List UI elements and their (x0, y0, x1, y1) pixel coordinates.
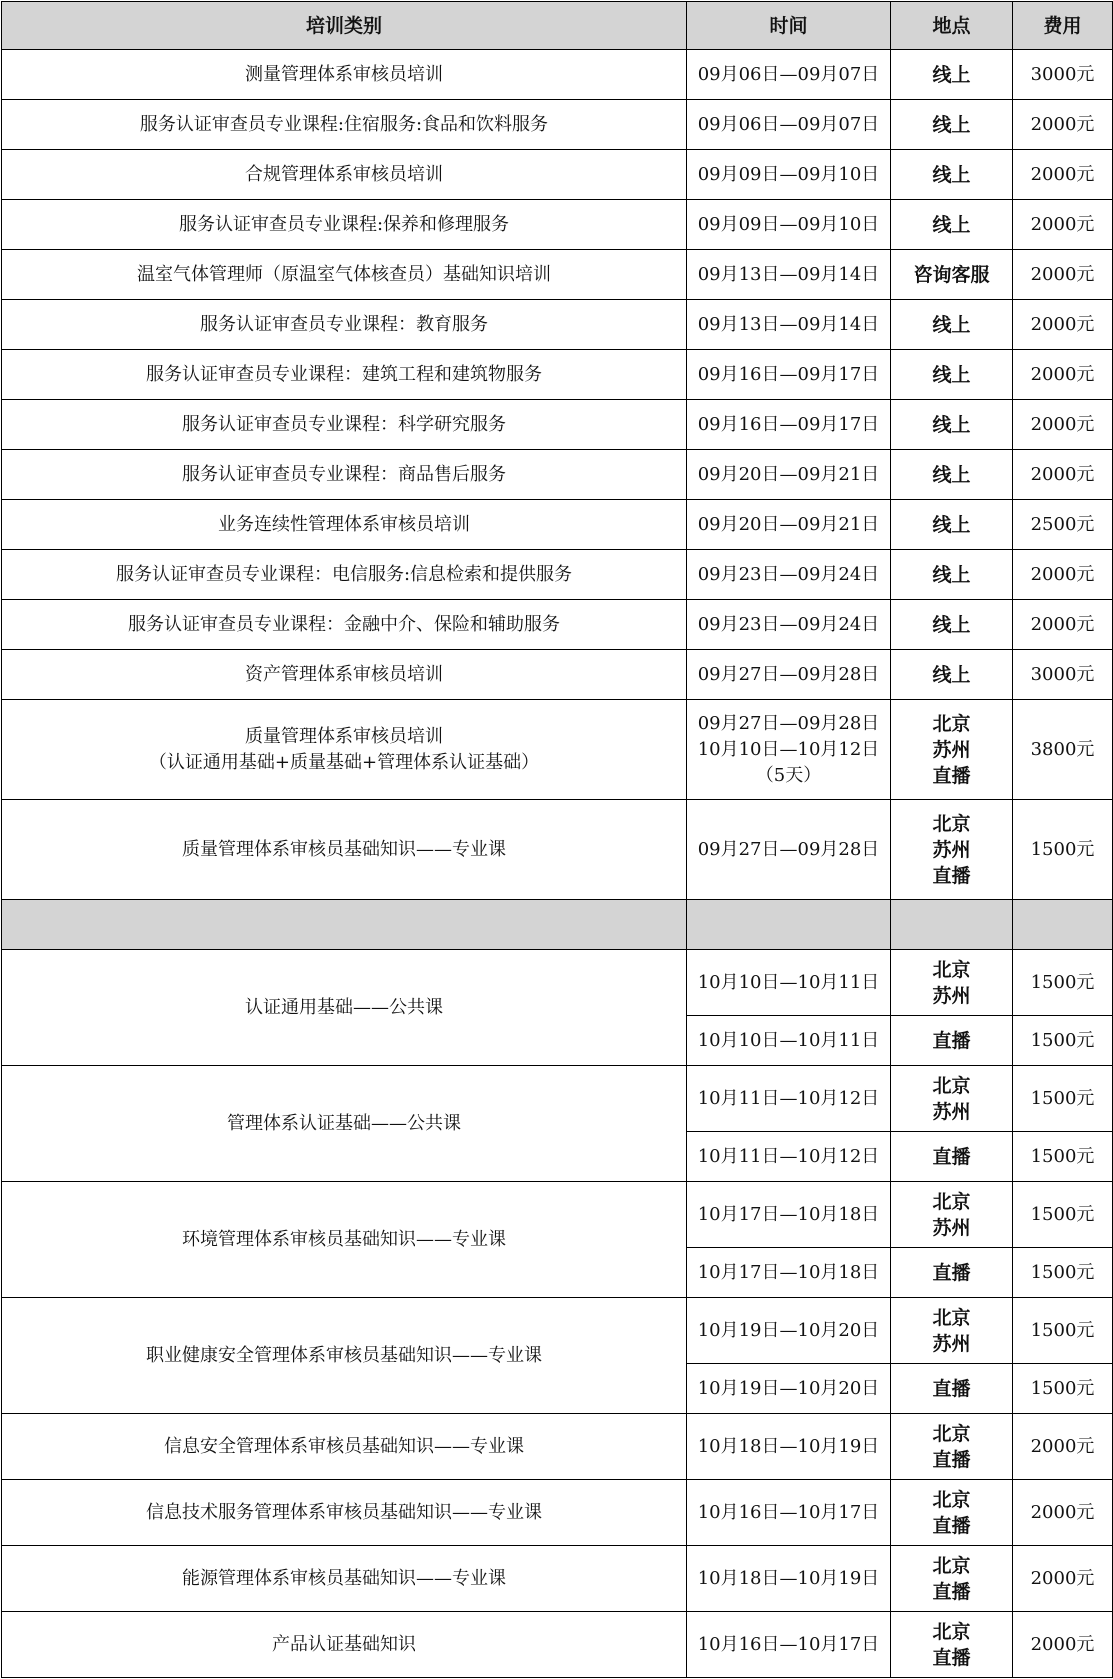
table-row (2, 800, 1113, 900)
location-line: 北京 (932, 958, 971, 981)
table-row (2, 1182, 1113, 1248)
category-line: 服务认证审查员专业课程:住宿服务:食品和饮料服务 (139, 113, 549, 135)
location-line: 直播 (932, 1261, 971, 1284)
time-cell: 10月16日—10月17日 (687, 1612, 891, 1678)
location-cell (891, 150, 1013, 200)
table-row (2, 450, 1113, 500)
category-cell: 环境管理体系审核员基础知识——专业课 (2, 1182, 687, 1298)
time-line: 09月27日—09月28日 (697, 838, 880, 860)
fee-cell: 2000元 (1013, 200, 1113, 250)
location-line: 苏州 (932, 984, 971, 1007)
table-row (2, 1414, 1113, 1480)
table-row (2, 400, 1113, 450)
category-cell: 认证通用基础——公共课 (2, 950, 687, 1066)
location-line: 直播 (932, 864, 971, 887)
table-row (2, 950, 1113, 1016)
location-line: 线上 (932, 63, 971, 86)
header-location: 地点 (891, 2, 1013, 50)
time-line: 09月20日—09月21日 (697, 463, 880, 485)
fee-cell: 2000元 (1013, 1414, 1113, 1480)
table-row (2, 1298, 1113, 1364)
table-row (2, 1480, 1113, 1546)
location-cell (891, 200, 1013, 250)
location-line: 直播 (932, 1377, 971, 1400)
table-row (2, 50, 1113, 100)
location-cell (891, 1248, 1013, 1298)
table-row (2, 700, 1113, 800)
time-cell (687, 550, 891, 600)
location-line: 苏州 (932, 1332, 971, 1355)
fee-cell: 2000元 (1013, 400, 1113, 450)
location-cell (891, 1480, 1013, 1546)
time-cell: 10月11日—10月12日 (687, 1066, 891, 1132)
time-cell: 10月10日—10月11日 (687, 950, 891, 1016)
location-line: 线上 (932, 613, 971, 636)
table-row (2, 250, 1113, 300)
time-cell (687, 600, 891, 650)
time-cell: 10月17日—10月18日 (687, 1182, 891, 1248)
category-line: 测量管理体系审核员培训 (245, 63, 443, 85)
time-line: 09月16日—09月17日 (697, 413, 880, 435)
time-cell (687, 50, 891, 100)
fee-cell: 1500元 (1013, 1182, 1113, 1248)
fee-cell: 2000元 (1013, 1546, 1113, 1612)
location-cell (891, 1182, 1013, 1248)
time-cell: 10月17日—10月18日 (687, 1248, 891, 1298)
location-line: 苏州 (932, 838, 971, 861)
location-line: 线上 (932, 563, 971, 586)
location-cell (891, 1612, 1013, 1678)
table-row (2, 1612, 1113, 1678)
table-row (2, 650, 1113, 700)
fee-cell: 1500元 (1013, 1132, 1113, 1182)
location-line: 线上 (932, 513, 971, 536)
location-cell (891, 950, 1013, 1016)
category-cell (2, 200, 687, 250)
category-line: 质量管理体系审核员培训 (245, 725, 443, 747)
category-line: 服务认证审查员专业课程:保养和修理服务 (178, 213, 510, 235)
table-row (2, 1066, 1113, 1132)
time-line: 09月09日—09月10日 (697, 163, 880, 185)
category-cell (2, 450, 687, 500)
category-line: 质量管理体系审核员基础知识——专业课 (182, 838, 506, 860)
fee-cell: 1500元 (1013, 950, 1113, 1016)
time-cell (687, 650, 891, 700)
location-line: 直播 (932, 1646, 971, 1669)
separator-cell (2, 900, 687, 950)
time-cell: 10月11日—10月12日 (687, 1132, 891, 1182)
location-cell (891, 350, 1013, 400)
location-line: 苏州 (932, 738, 971, 761)
category-cell (2, 700, 687, 800)
category-cell (2, 400, 687, 450)
location-line: 北京 (932, 1422, 971, 1445)
location-line: 线上 (932, 413, 971, 436)
location-cell (891, 250, 1013, 300)
fee-cell: 2500元 (1013, 500, 1113, 550)
separator-cell (1013, 900, 1113, 950)
table-row (2, 600, 1113, 650)
time-cell (687, 150, 891, 200)
fee-cell: 1500元 (1013, 1016, 1113, 1066)
time-cell (687, 200, 891, 250)
time-line: 09月27日—09月28日 (697, 712, 880, 734)
schedule-body (2, 50, 1113, 1678)
table-row (2, 200, 1113, 250)
fee-cell: 3000元 (1013, 650, 1113, 700)
category-cell (2, 300, 687, 350)
location-line: 北京 (932, 1488, 971, 1511)
time-line: 10月10日—10月12日 (697, 738, 880, 760)
fee-cell: 2000元 (1013, 1480, 1113, 1546)
fee-cell: 3000元 (1013, 50, 1113, 100)
time-line: 09月13日—09月14日 (697, 263, 880, 285)
category-line: 服务认证审查员专业课程：商品售后服务 (182, 463, 506, 485)
category-cell: 信息安全管理体系审核员基础知识——专业课 (2, 1414, 687, 1480)
location-cell (891, 300, 1013, 350)
separator-row (2, 900, 1113, 950)
location-line: 苏州 (932, 1216, 971, 1239)
time-line: 09月06日—09月07日 (697, 63, 880, 85)
table-row (2, 100, 1113, 150)
location-line: 直播 (932, 1029, 971, 1052)
category-line: 合规管理体系审核员培训 (245, 163, 443, 185)
category-cell: 职业健康安全管理体系审核员基础知识——专业课 (2, 1298, 687, 1414)
table-row (2, 500, 1113, 550)
fee-cell: 2000元 (1013, 450, 1113, 500)
category-line: 服务认证审查员专业课程：电信服务:信息检索和提供服务 (115, 563, 573, 585)
category-line: （认证通用基础+质量基础+管理体系认证基础） (148, 751, 540, 773)
location-line: 直播 (932, 1514, 971, 1537)
category-line: 业务连续性管理体系审核员培训 (218, 513, 470, 535)
category-cell (2, 800, 687, 900)
fee-cell: 3800元 (1013, 700, 1113, 800)
category-line: 服务认证审查员专业课程：建筑工程和建筑物服务 (146, 363, 542, 385)
time-cell: 10月19日—10月20日 (687, 1364, 891, 1414)
location-cell (891, 700, 1013, 800)
time-cell (687, 500, 891, 550)
location-cell (891, 1414, 1013, 1480)
location-cell (891, 1132, 1013, 1182)
time-line: 09月23日—09月24日 (697, 563, 880, 585)
category-cell: 产品认证基础知识 (2, 1612, 687, 1678)
location-line: 苏州 (932, 1100, 971, 1123)
category-cell (2, 550, 687, 600)
category-cell (2, 350, 687, 400)
location-cell (891, 600, 1013, 650)
location-line: 线上 (932, 213, 971, 236)
header-fee: 费用 (1013, 2, 1113, 50)
location-line: 线上 (932, 113, 971, 136)
time-cell (687, 100, 891, 150)
fee-cell: 2000元 (1013, 1612, 1113, 1678)
time-line: 09月27日—09月28日 (697, 663, 880, 685)
time-cell: 10月18日—10月19日 (687, 1546, 891, 1612)
location-line: 北京 (932, 1306, 971, 1329)
category-line: 服务认证审查员专业课程：教育服务 (200, 313, 488, 335)
location-line: 北京 (932, 1620, 971, 1643)
time-line: 09月20日—09月21日 (697, 513, 880, 535)
location-cell (891, 1016, 1013, 1066)
fee-cell: 1500元 (1013, 1248, 1113, 1298)
location-line: 直播 (932, 1448, 971, 1471)
fee-cell: 2000元 (1013, 600, 1113, 650)
time-line: 09月16日—09月17日 (697, 363, 880, 385)
table-row (2, 300, 1113, 350)
time-cell (687, 300, 891, 350)
category-line: 服务认证审查员专业课程：金融中介、保险和辅助服务 (128, 613, 560, 635)
category-cell: 管理体系认证基础——公共课 (2, 1066, 687, 1182)
category-cell (2, 650, 687, 700)
fee-cell: 2000元 (1013, 550, 1113, 600)
time-cell (687, 250, 891, 300)
time-line: （5天） (755, 764, 822, 786)
category-cell (2, 50, 687, 100)
location-line: 北京 (932, 1074, 971, 1097)
header-row (2, 2, 1113, 50)
location-cell (891, 50, 1013, 100)
time-cell (687, 800, 891, 900)
fee-cell: 2000元 (1013, 350, 1113, 400)
category-cell (2, 100, 687, 150)
location-line: 线上 (932, 313, 971, 336)
time-cell (687, 450, 891, 500)
table-row (2, 150, 1113, 200)
location-line: 线上 (932, 363, 971, 386)
header-category: 培训类别 (2, 2, 687, 50)
category-cell (2, 500, 687, 550)
location-line: 线上 (932, 463, 971, 486)
location-cell (891, 1364, 1013, 1414)
separator-cell (891, 900, 1013, 950)
category-cell (2, 150, 687, 200)
location-cell (891, 800, 1013, 900)
location-line: 直播 (932, 1580, 971, 1603)
separator-cell (687, 900, 891, 950)
location-cell (891, 400, 1013, 450)
table-row (2, 350, 1113, 400)
time-cell: 10月16日—10月17日 (687, 1480, 891, 1546)
time-line: 09月13日—09月14日 (697, 313, 880, 335)
location-line: 直播 (932, 1145, 971, 1168)
location-cell (891, 1066, 1013, 1132)
time-cell (687, 350, 891, 400)
fee-cell: 1500元 (1013, 1364, 1113, 1414)
time-line: 09月09日—09月10日 (697, 213, 880, 235)
fee-cell: 1500元 (1013, 1298, 1113, 1364)
time-cell: 10月19日—10月20日 (687, 1298, 891, 1364)
time-line: 09月06日—09月07日 (697, 113, 880, 135)
training-schedule-table (1, 1, 1113, 1678)
location-cell (891, 1546, 1013, 1612)
fee-cell: 2000元 (1013, 250, 1113, 300)
time-cell: 10月10日—10月11日 (687, 1016, 891, 1066)
category-cell: 能源管理体系审核员基础知识——专业课 (2, 1546, 687, 1612)
category-cell (2, 600, 687, 650)
location-line: 直播 (932, 764, 971, 787)
category-cell (2, 250, 687, 300)
location-line: 咨询客服 (913, 263, 990, 286)
time-cell (687, 400, 891, 450)
table-row (2, 550, 1113, 600)
location-cell (891, 550, 1013, 600)
category-line: 资产管理体系审核员培训 (245, 663, 443, 685)
fee-cell: 1500元 (1013, 800, 1113, 900)
location-line: 北京 (932, 812, 971, 835)
location-line: 线上 (932, 163, 971, 186)
category-cell: 信息技术服务管理体系审核员基础知识——专业课 (2, 1480, 687, 1546)
location-cell (891, 100, 1013, 150)
location-cell (891, 650, 1013, 700)
category-line: 温室气体管理师（原温室气体核查员）基础知识培训 (137, 263, 551, 285)
location-cell (891, 1298, 1013, 1364)
header-time: 时间 (687, 2, 891, 50)
location-cell (891, 450, 1013, 500)
table-row (2, 1546, 1113, 1612)
time-cell (687, 700, 891, 800)
fee-cell: 1500元 (1013, 1066, 1113, 1132)
time-cell: 10月18日—10月19日 (687, 1414, 891, 1480)
category-line: 服务认证审查员专业课程：科学研究服务 (182, 413, 506, 435)
location-line: 北京 (932, 1554, 971, 1577)
fee-cell: 2000元 (1013, 300, 1113, 350)
location-line: 北京 (932, 712, 971, 735)
time-line: 09月23日—09月24日 (697, 613, 880, 635)
fee-cell: 2000元 (1013, 100, 1113, 150)
fee-cell: 2000元 (1013, 150, 1113, 200)
location-cell (891, 500, 1013, 550)
location-line: 线上 (932, 663, 971, 686)
location-line: 北京 (932, 1190, 971, 1213)
